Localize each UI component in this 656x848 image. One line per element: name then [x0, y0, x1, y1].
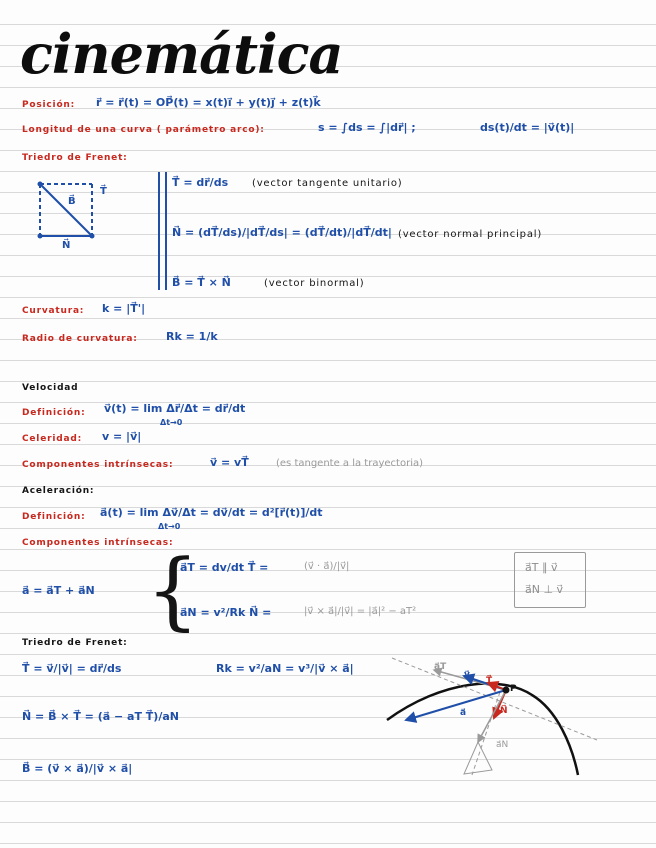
frenet2-rk-formula: Rk = v²/aN = v³/|v⃗ × a⃗|	[216, 662, 354, 675]
velocidad-comp-note: (es tangente a la trayectoria)	[276, 458, 423, 469]
aceleracion-comp-label: Componentes intrínsecas:	[22, 538, 174, 548]
curvatura-label: Curvatura:	[22, 306, 85, 316]
diagram-label-an: a⃗N	[496, 740, 509, 750]
aceleracion-sum-formula: a⃗ = a⃗T + a⃗N	[22, 584, 95, 597]
trajectory-diagram	[382, 650, 612, 780]
aceleracion-brace: {	[146, 541, 200, 639]
box-line-perpendicular: a⃗N ⊥ v⃗	[525, 583, 564, 596]
longitud-formula: s = ∫ds = ∫|dr⃗| ;	[318, 121, 416, 134]
diagram-label-at: a⃗T	[434, 662, 447, 672]
triedro-frenet-2-label: Triedro de Frenet:	[22, 638, 128, 648]
velocidad-def-formula: v⃗(t) = lim Δr⃗/Δt = dr⃗/dt	[104, 402, 246, 415]
frenet-n-formula: N⃗ = (dT⃗/ds)/|dT⃗/ds| = (dT⃗/dt)/|dT⃗/dt|	[172, 226, 392, 239]
aceleracion-heading: Aceleración:	[22, 486, 95, 496]
frenet-bracket-bar	[158, 172, 167, 290]
velocidad-comp-label: Componentes intrínsecas:	[22, 460, 174, 470]
frenet-n-note: (vector normal principal)	[398, 229, 543, 240]
aceleracion-def-label: Definición:	[22, 512, 86, 522]
diagram-label-n: N⃗	[62, 240, 71, 251]
celeridad-formula: v = |v⃗|	[102, 430, 142, 443]
box-line-parallel: a⃗T ∥ v⃗	[525, 561, 558, 574]
celeridad-label: Celeridad:	[22, 434, 82, 444]
diagram-label-n2: N⃗	[500, 706, 509, 716]
frenet-t-formula: T⃗ = dr⃗/ds	[172, 176, 229, 189]
radio-label: Radio de curvatura:	[22, 334, 138, 344]
velocidad-comp-formula: v⃗ = vT⃗	[210, 456, 249, 469]
diagram-label-a: a⃗	[460, 708, 467, 718]
longitud-derivative: ds(t)/dt = |v⃗(t)|	[480, 121, 575, 134]
posicion-formula: r⃗ = r⃗(t) = OP⃗(t) = x(t)i⃗ + y(t)j⃗ + z(t)k⃗	[96, 96, 321, 109]
frenet-b-note: (vector binormal)	[264, 278, 365, 289]
diagram-label-v: v⃗	[464, 670, 470, 680]
aT-gray-formula: (v⃗ · a⃗)/|v⃗|	[304, 561, 350, 572]
frenet2-b-formula: B⃗ = (v⃗ × a⃗)/|v⃗ × a⃗|	[22, 762, 133, 775]
frenet-t-note: (vector tangente unitario)	[252, 178, 403, 189]
frenet-b-formula: B⃗ = T⃗ × N⃗	[172, 276, 231, 289]
velocidad-lim-sub: Δt→0	[160, 418, 183, 427]
aceleracion-def-formula: a⃗(t) = lim Δv⃗/Δt = dv⃗/dt = d²[r⃗(t)]/dt	[100, 506, 323, 519]
page-title: cinemática	[20, 22, 343, 86]
radio-formula: Rk = 1/k	[166, 330, 218, 343]
diagram-label-t: T⃗	[100, 186, 107, 197]
aN-gray-formula: |v⃗ × a⃗|/|v⃗| = |a⃗|² − aT²	[304, 606, 417, 617]
longitud-label: Longitud de una curva ( parámetro arco):	[22, 125, 265, 135]
frenet-square-diagram	[30, 176, 130, 252]
posicion-label: Posición:	[22, 100, 76, 110]
triedro-frenet-label: Triedro de Frenet:	[22, 153, 128, 163]
diagram-label-t2: T⃗	[486, 676, 493, 686]
velocidad-heading: Velocidad	[22, 383, 79, 393]
velocidad-def-label: Definición:	[22, 408, 86, 418]
aN-formula: a⃗N = v²/Rk N⃗ =	[180, 606, 272, 619]
curvatura-formula: k = |T⃗'|	[102, 302, 146, 315]
frenet2-n-formula: N⃗ = B⃗ × T⃗ = (a⃗ − aT T⃗)/aN	[22, 710, 179, 723]
aT-formula: a⃗T = dv/dt T⃗ =	[180, 561, 269, 574]
diagram-label-b: B⃗	[68, 196, 76, 207]
parallel-perpendicular-box	[514, 552, 586, 608]
frenet2-t-formula: T⃗ = v⃗/|v⃗| = dr⃗/ds	[22, 662, 122, 675]
aceleracion-lim-sub: Δt→0	[158, 522, 181, 531]
diagram-label-p: P	[510, 684, 518, 694]
